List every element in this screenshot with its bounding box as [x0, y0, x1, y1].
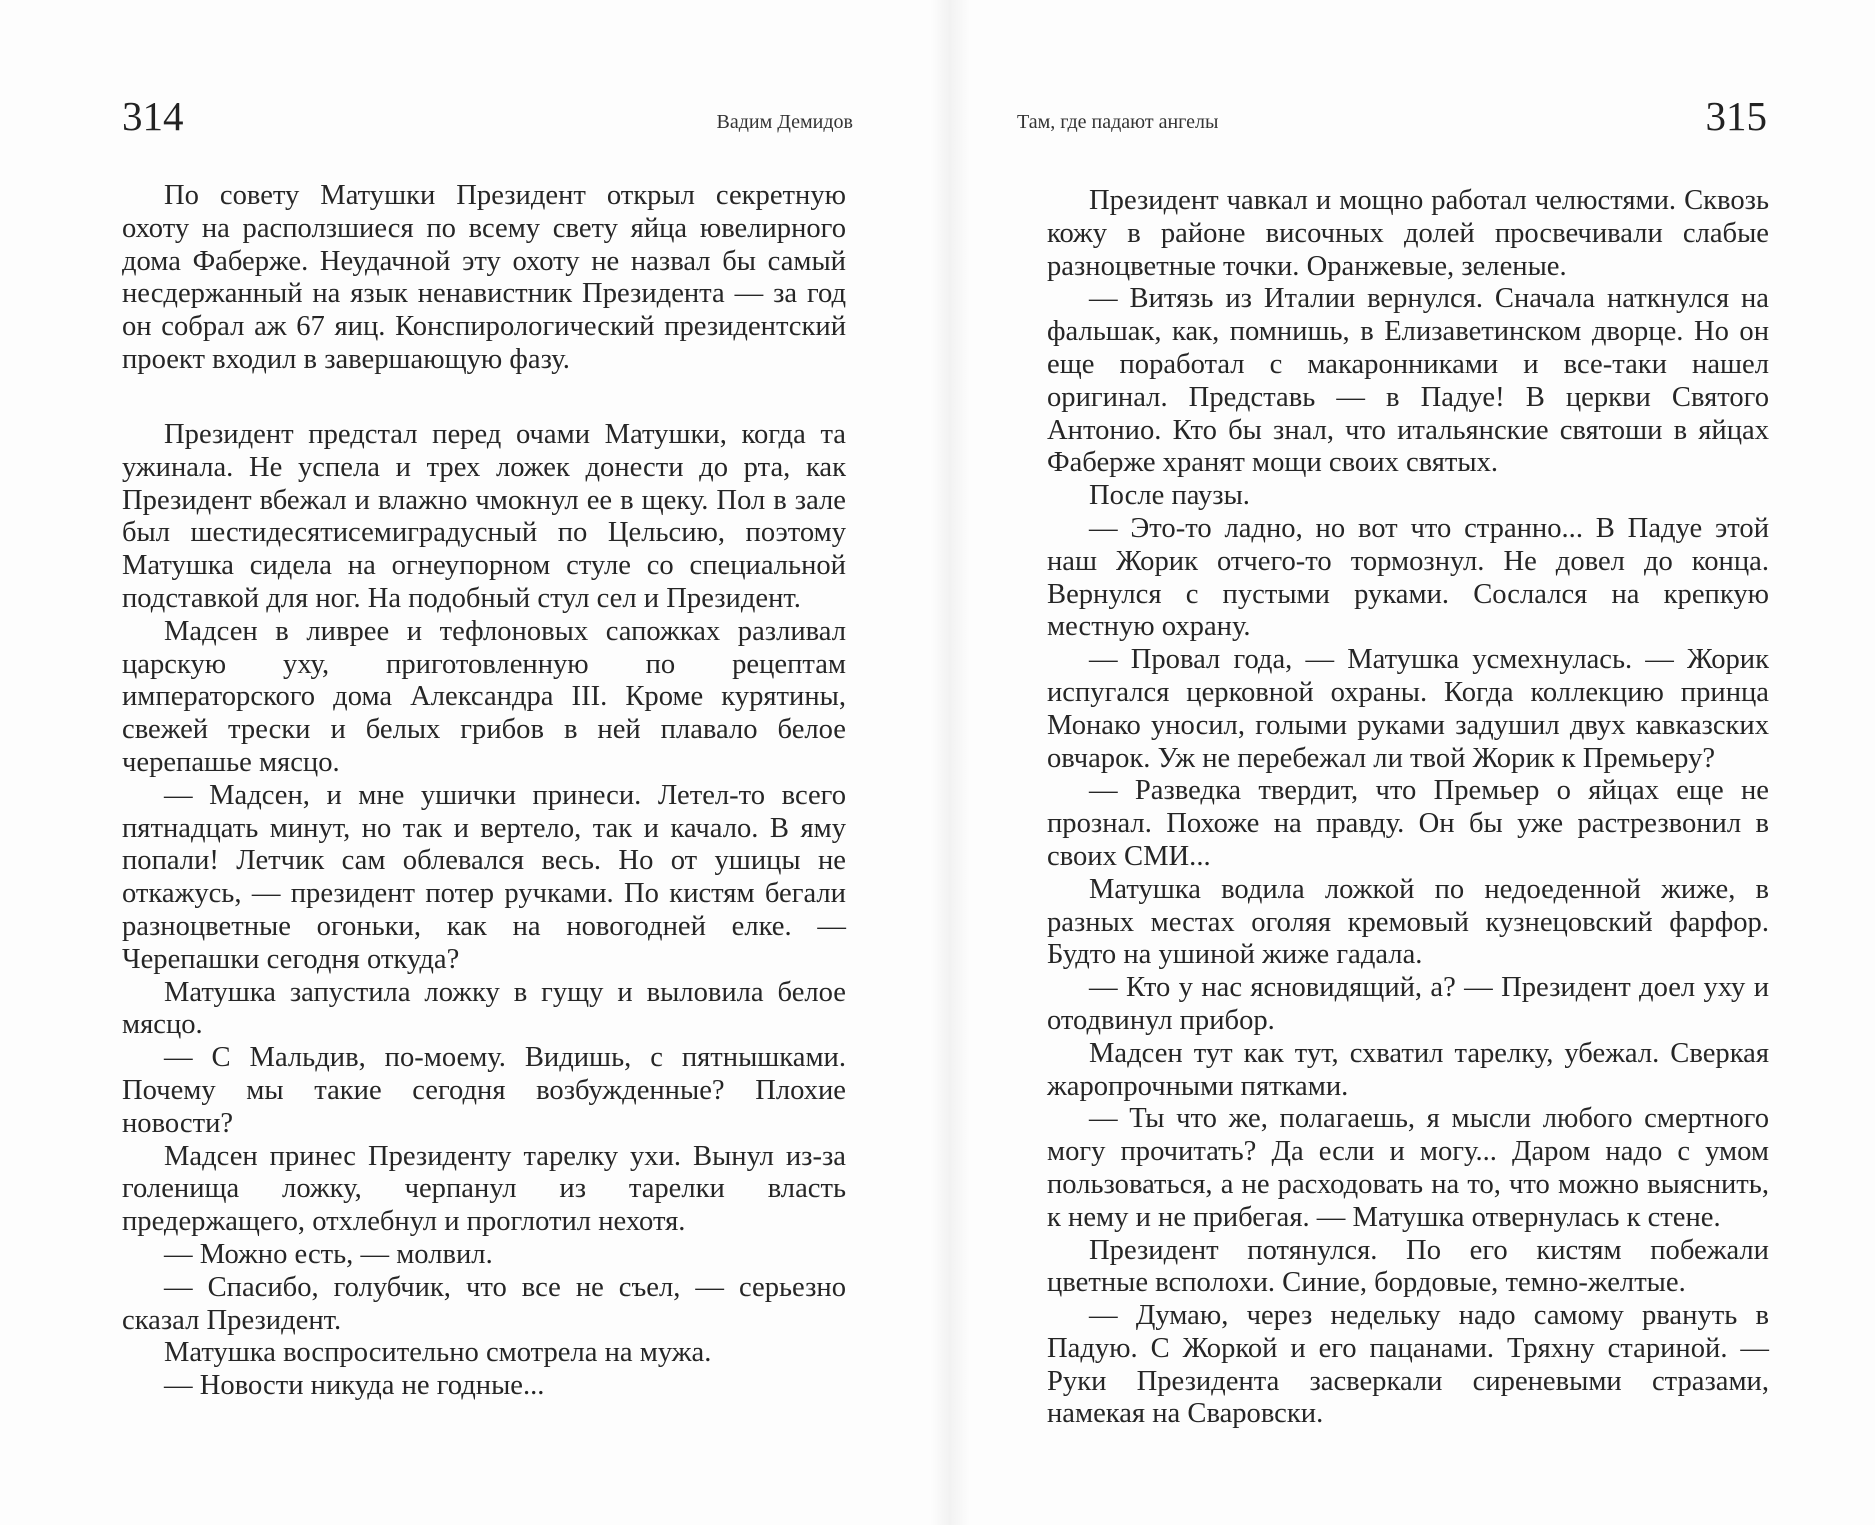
paragraph: Президент чавкал и мощно работал челюстями. Сквозь кожу в районе височных долей просвечивали слабые разноцветные точки. Оранжевые, зеленые. — [1047, 185, 1769, 282]
paragraph: — Думаю, через недельку надо самому рвануть в Падую. С Жоркой и его пацанами. Тряхну стариной. — Руки Президента засверкали сиреневыми стразами, намекая на Сваровски. — [1047, 1300, 1769, 1430]
paragraph: — Витязь из Италии вернулся. Сначала наткнулся на фальшак, как, помнишь, в Елизаветинском дворце. Но он еще поработал с макаронниками и все-таки нашел оригинал. Представь — в Падуе! В церкви Святого Антонио. Кто бы знал, что итальянские святоши в яйцах Фаберже хранят мощи своих святых. — [1047, 283, 1769, 479]
paragraph: — С Мальдив, по-моему. Видишь, с пятнышками. Почему мы такие сегодня возбужденные? Плохие новости? — [122, 1042, 846, 1139]
paragraph: Президент предстал перед очами Матушки, когда та ужинала. Не успела и трех ложек донести до рта, как Президент вбежал и влажно чмокнул ее в щеку. Пол в зале был шестидесятисемиградусный по Цельсию, поэтому Матушка сидела на огнеупорном стуле со специальной подставкой для ног. На подобный стул сел и Президент. — [122, 419, 846, 614]
paragraph: — Ты что же, полагаешь, я мысли любого смертного могу прочитать? Да если и могу... Даром надо с умом пользоваться, а не расходовать на то, что можно выяснить, к нему и не прибегая. — Матушка отвернулась к стене. — [1047, 1103, 1769, 1233]
running-head-author: Вадим Демидов — [716, 111, 853, 133]
left-page — [0, 0, 930, 1525]
page-number: 315 — [1705, 93, 1767, 139]
paragraph: — Спасибо, голубчик, что все не съел, — серьезно сказал Президент. — [122, 1271, 846, 1336]
paragraph: — Провал года, — Матушка усмехнулась. — Жорик испугался церковной охраны. Когда коллекцию принца Монако уносил, голыми руками задушил двух кавказских овчарок. Уж не перебежал ли твой Жорик к Премьеру? — [1047, 644, 1769, 774]
book-gutter — [930, 0, 970, 1525]
paragraph: — Мадсен, и мне ушички принеси. Летел-то всего пятнадцать минут, но так и вертело, так и качало. В яму попали! Летчик сам облевался весь. Но от ушицы не откажусь, — президент потер ручками. По кистям бегали разноцветные огоньки, как на новогодней елке. — Черепашки сегодня откуда? — [122, 779, 846, 975]
paragraph: После паузы. — [1089, 480, 1250, 512]
paragraph: Матушка запустила ложку в гущу и выловила белое мясцо. — [122, 976, 846, 1041]
paragraph: — Можно есть, — молвил. — [164, 1238, 493, 1270]
paragraph: По совету Матушки Президент открыл секретную охоту на расползшиеся по всему свету яйца ювелирного дома Фаберже. Неудачной эту охоту не назвал бы самый несдержанный на язык ненавистник Президента — за год он собрал аж 67 яиц. Конспирологический президентский проект входил в завершающую фазу. — [122, 180, 846, 375]
text-section-one — [122, 180, 846, 377]
paragraph: — Это-то ладно, но вот что странно... В Падуе этой наш Жорик отчего-то тормознул. Не довел до конца. Вернулся с пустыми руками. Сослался на крепкую местную охрану. — [1047, 512, 1769, 643]
right-page — [970, 0, 1875, 1525]
text-section-two — [122, 419, 846, 1403]
paragraph: Матушка водила ложкой по недоеденной жиже, в разных местах оголяя кремовый кузнецовский фарфор. Будто на ушиной жиже гадала. — [1047, 873, 1769, 971]
paragraph: — Разведка твердит, что Премьер о яйцах еще не прознал. Похоже на правду. Он бы уже растрезвонил в своих СМИ... — [1047, 775, 1769, 872]
text-section — [1047, 185, 1769, 1431]
paragraph: Президент потянулся. По его кистям побежали цветные всполохи. Синие, бордовые, темно-желтые. — [1047, 1234, 1769, 1299]
running-head-title: Там, где падают ангелы — [1017, 111, 1219, 133]
paragraph: — Новости никуда не годные... — [164, 1370, 545, 1402]
paragraph: Мадсен тут как тут, схватил тарелку, убежал. Сверкая жаропрочными пятками. — [1047, 1037, 1769, 1102]
paragraph: Мадсен принес Президенту тарелку ухи. Вынул из-за голенища ложку, черпанул из тарелки власть предержащего, отхлебнул и проглотил нехотя. — [122, 1140, 846, 1238]
paragraph: — Кто у нас ясновидящий, а? — Президент доел уху и отодвинул прибор. — [1047, 972, 1769, 1036]
paragraph: Мадсен в ливрее и тефлоновых сапожках разливал царскую уху, приготовленную по рецептам императорского дома Александра III. Кроме курятины, свежей трески и белых грибов в ней плавало белое черепашье мясцо. — [122, 615, 846, 778]
page-number: 314 — [122, 93, 184, 139]
paragraph: Матушка воспросительно смотрела на мужа. — [164, 1337, 712, 1369]
